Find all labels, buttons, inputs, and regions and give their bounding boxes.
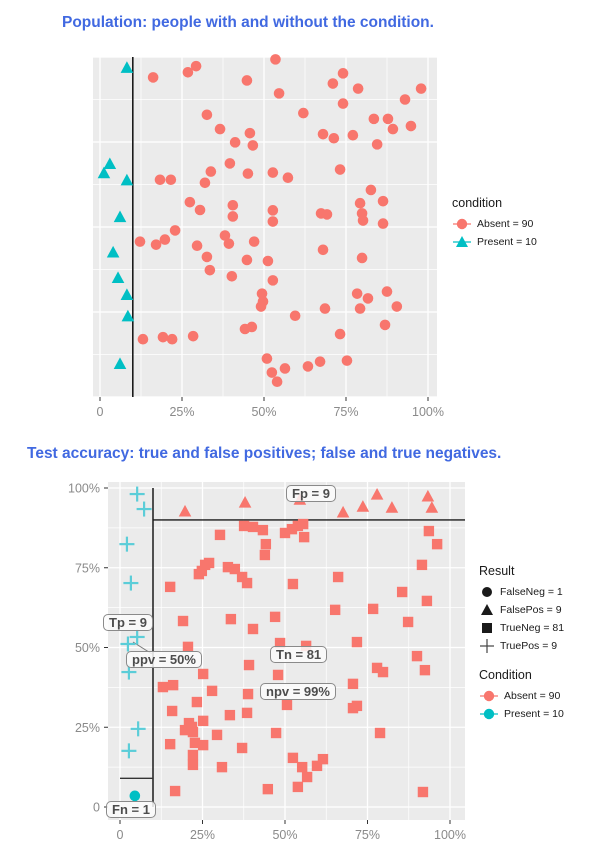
absent-point bbox=[416, 83, 427, 94]
trueneg-point bbox=[299, 532, 309, 542]
absent-point bbox=[228, 211, 239, 222]
absent-point bbox=[242, 255, 253, 266]
absent-point bbox=[342, 355, 353, 366]
trueneg-point bbox=[403, 617, 413, 627]
absent-point bbox=[135, 236, 146, 247]
trueneg-point bbox=[188, 760, 198, 770]
ppv-annotation-label: ppv = 50% bbox=[126, 651, 202, 668]
absent2-circle-icon bbox=[479, 688, 499, 704]
absent-point bbox=[249, 236, 260, 247]
absent-point bbox=[228, 200, 239, 211]
x-tick-label: 75% bbox=[354, 828, 381, 842]
trueneg-point bbox=[178, 616, 188, 626]
trueneg-point bbox=[248, 522, 258, 532]
legend-item-truepos bbox=[479, 637, 564, 655]
result-condition-legend bbox=[479, 564, 564, 723]
truepos-plus-icon bbox=[479, 638, 495, 654]
absent-point bbox=[283, 172, 294, 183]
trueneg-point bbox=[352, 637, 362, 647]
absent-point bbox=[335, 164, 346, 175]
trueneg-point bbox=[397, 587, 407, 597]
absent-point bbox=[378, 218, 389, 229]
trueneg-point bbox=[368, 604, 378, 614]
trueneg-point bbox=[242, 708, 252, 718]
legend-label-falsepos: FalsePos = 9 bbox=[500, 604, 562, 616]
absent-point bbox=[202, 110, 213, 121]
absent-point bbox=[363, 293, 374, 304]
legend-spacer bbox=[479, 655, 564, 668]
trueneg-point bbox=[258, 525, 268, 535]
absent-point bbox=[268, 216, 279, 227]
trueneg-point bbox=[248, 624, 258, 634]
falsepos-triangle-icon bbox=[479, 602, 495, 618]
absent-point bbox=[318, 244, 329, 255]
y-tick-label: 75% bbox=[74, 561, 100, 576]
absent-point bbox=[262, 353, 273, 364]
legend-label-falseneg: FalseNeg = 1 bbox=[500, 586, 563, 598]
trueneg-point bbox=[198, 716, 208, 726]
absent-point bbox=[170, 225, 181, 236]
absent-point bbox=[338, 98, 349, 109]
absent-point bbox=[202, 252, 213, 263]
trueneg-point bbox=[239, 521, 249, 531]
trueneg-point bbox=[417, 560, 427, 570]
trueneg-point bbox=[288, 753, 298, 763]
legend-item-falseneg bbox=[479, 583, 564, 601]
absent-point bbox=[322, 209, 333, 220]
trueneg-point bbox=[273, 670, 283, 680]
absent-point bbox=[243, 168, 254, 179]
trueneg-point bbox=[297, 762, 307, 772]
legend-label-present: Present = 10 bbox=[477, 236, 537, 248]
legend-label-trueneg: TrueNeg = 81 bbox=[500, 622, 565, 634]
x-tick-label: 0 bbox=[116, 828, 124, 842]
absent-circle-icon bbox=[452, 216, 472, 232]
trueneg-point bbox=[200, 560, 210, 570]
absent-point bbox=[272, 376, 283, 387]
absent-point bbox=[148, 72, 159, 83]
absent-point bbox=[270, 54, 281, 65]
tn-annotation-label: Tn = 81 bbox=[270, 646, 327, 663]
legend-item-absent bbox=[452, 215, 537, 233]
trueneg-point bbox=[375, 728, 385, 738]
absent-point bbox=[158, 332, 169, 343]
x-tick-label: 50% bbox=[251, 405, 277, 419]
x-tick-label: 25% bbox=[189, 828, 216, 842]
absent-point bbox=[151, 239, 162, 250]
absent-point bbox=[406, 121, 417, 132]
y-tick-label: 100% bbox=[68, 481, 100, 496]
absent-point bbox=[167, 334, 178, 345]
absent-point bbox=[400, 94, 411, 105]
trueneg-point bbox=[192, 697, 202, 707]
absent-point bbox=[348, 130, 359, 141]
absent-point bbox=[329, 133, 340, 144]
legend-item-falsepos bbox=[479, 601, 564, 619]
absent-point bbox=[200, 178, 211, 189]
absent-point bbox=[191, 61, 202, 72]
trueneg-point bbox=[418, 787, 428, 797]
trueneg-point bbox=[168, 680, 178, 690]
trueneg-point bbox=[298, 519, 308, 529]
x-tick-label: 50% bbox=[272, 828, 298, 842]
absent-point bbox=[248, 140, 259, 151]
absent-point bbox=[388, 124, 399, 135]
trueneg-point bbox=[194, 569, 204, 579]
absent-point bbox=[378, 196, 389, 207]
absent-point bbox=[383, 114, 394, 125]
absent-point bbox=[263, 256, 274, 267]
trueneg-point bbox=[242, 578, 252, 588]
fp-annotation-label: Fp = 9 bbox=[286, 485, 336, 502]
y-tick-label: 0 bbox=[93, 800, 100, 815]
trueneg-point bbox=[412, 651, 422, 661]
absent-point bbox=[369, 114, 380, 125]
absent-point bbox=[320, 303, 331, 314]
absent-point bbox=[195, 205, 206, 216]
trueneg-point bbox=[302, 772, 312, 782]
absent-point bbox=[357, 253, 368, 264]
trueneg-point bbox=[226, 614, 236, 624]
trueneg-point bbox=[212, 730, 222, 740]
result-legend-title: Result bbox=[479, 564, 515, 578]
trueneg-square-icon bbox=[479, 620, 495, 636]
legend-label-truepos: TruePos = 9 bbox=[500, 640, 558, 652]
absent-point bbox=[160, 234, 171, 245]
absent-point bbox=[268, 167, 279, 178]
falseneg-circle-icon bbox=[479, 584, 495, 600]
absent-point bbox=[247, 322, 258, 333]
trueneg-point bbox=[348, 679, 358, 689]
trueneg-point bbox=[260, 550, 270, 560]
legend-item-present bbox=[452, 233, 537, 251]
falseneg-point bbox=[130, 791, 141, 802]
condition-legend bbox=[452, 196, 537, 251]
trueneg-point bbox=[432, 539, 442, 549]
absent-point bbox=[328, 78, 339, 89]
absent-point bbox=[382, 286, 393, 297]
absent-point bbox=[335, 329, 346, 340]
fn-annotation-label: Fn = 1 bbox=[106, 801, 156, 818]
absent-point bbox=[192, 240, 203, 251]
trueneg-point bbox=[263, 784, 273, 794]
absent-point bbox=[352, 288, 363, 299]
absent-point bbox=[315, 356, 326, 367]
trueneg-point bbox=[261, 539, 271, 549]
absent-point bbox=[166, 174, 177, 185]
trueneg-point bbox=[288, 579, 298, 589]
trueneg-point bbox=[225, 710, 235, 720]
trueneg-point bbox=[198, 740, 208, 750]
condition2-legend-title: Condition bbox=[479, 668, 532, 682]
absent-point bbox=[185, 197, 196, 208]
trueneg-point bbox=[165, 582, 175, 592]
absent-point bbox=[205, 265, 216, 276]
y-tick-label: 50% bbox=[74, 641, 100, 655]
absent-point bbox=[358, 215, 369, 226]
trueneg-point bbox=[217, 762, 227, 772]
population-chart-title: Population: people with and without the condition. bbox=[62, 14, 434, 31]
absent-point bbox=[215, 124, 226, 135]
trueneg-point bbox=[158, 682, 168, 692]
trueneg-point bbox=[188, 727, 198, 737]
trueneg-point bbox=[243, 689, 253, 699]
trueneg-point bbox=[330, 605, 340, 615]
trueneg-point bbox=[318, 754, 328, 764]
absent-point bbox=[392, 301, 403, 312]
trueneg-point bbox=[333, 572, 343, 582]
absent-point bbox=[155, 174, 166, 185]
absent-point bbox=[242, 75, 253, 86]
trueneg-point bbox=[244, 660, 254, 670]
absent-point bbox=[225, 158, 236, 169]
absent-point bbox=[318, 129, 329, 140]
trueneg-point bbox=[167, 706, 177, 716]
absent-point bbox=[230, 137, 241, 148]
x-tick-label: 25% bbox=[169, 405, 195, 419]
trueneg-point bbox=[378, 667, 388, 677]
condition-legend-title: condition bbox=[452, 196, 503, 210]
trueneg-point bbox=[271, 728, 281, 738]
trueneg-point bbox=[237, 743, 247, 753]
absent-point bbox=[353, 83, 364, 94]
x-tick-label: 75% bbox=[333, 405, 359, 419]
legend-label-present2: Present = 10 bbox=[504, 708, 564, 720]
absent-point bbox=[290, 310, 301, 321]
absent-point bbox=[188, 331, 199, 342]
absent-point bbox=[366, 185, 377, 196]
trueneg-point bbox=[207, 686, 217, 696]
absent-point bbox=[338, 68, 349, 79]
legend-label-absent: Absent = 90 bbox=[477, 218, 534, 230]
absent-point bbox=[245, 128, 256, 139]
accuracy-chart-title: Test accuracy: true and false positives; false and true negatives. bbox=[27, 445, 502, 462]
legend-label-absent2: Absent = 90 bbox=[504, 690, 561, 702]
absent-point bbox=[280, 363, 291, 374]
trueneg-point bbox=[424, 526, 434, 536]
present2-circle-icon bbox=[479, 706, 499, 722]
absent-point bbox=[256, 301, 267, 312]
absent-point bbox=[267, 367, 278, 378]
absent-point bbox=[206, 166, 217, 177]
absent-point bbox=[355, 303, 366, 314]
absent-point bbox=[372, 139, 383, 150]
trueneg-point bbox=[282, 700, 292, 710]
absent-point bbox=[355, 198, 366, 209]
npv-annotation-label: npv = 99% bbox=[260, 683, 336, 700]
trueneg-point bbox=[422, 596, 432, 606]
tp-annotation-label: Tp = 9 bbox=[103, 614, 153, 631]
present-triangle-icon bbox=[452, 234, 472, 250]
legend-item-absent2 bbox=[479, 687, 564, 705]
trueneg-point bbox=[170, 786, 180, 796]
absent-point bbox=[380, 320, 391, 331]
legend-item-trueneg bbox=[479, 619, 564, 637]
absent-point bbox=[298, 108, 309, 119]
trueneg-point bbox=[165, 739, 175, 749]
absent-point bbox=[303, 361, 314, 372]
trueneg-point bbox=[420, 665, 430, 675]
absent-point bbox=[138, 334, 149, 345]
y-tick-label: 25% bbox=[74, 720, 100, 735]
absent-point bbox=[268, 275, 279, 286]
absent-point bbox=[268, 205, 279, 216]
trueneg-point bbox=[198, 669, 208, 679]
trueneg-point bbox=[270, 612, 280, 622]
absent-point bbox=[224, 238, 235, 249]
trueneg-point bbox=[215, 530, 225, 540]
x-tick-label: 100% bbox=[434, 828, 466, 842]
trueneg-point bbox=[188, 750, 198, 760]
legend-item-present2 bbox=[479, 705, 564, 723]
x-tick-label: 100% bbox=[412, 405, 444, 419]
trueneg-point bbox=[293, 782, 303, 792]
absent-point bbox=[227, 271, 238, 282]
absent-point bbox=[274, 88, 285, 99]
x-tick-label: 0 bbox=[96, 405, 104, 419]
trueneg-point bbox=[352, 701, 362, 711]
